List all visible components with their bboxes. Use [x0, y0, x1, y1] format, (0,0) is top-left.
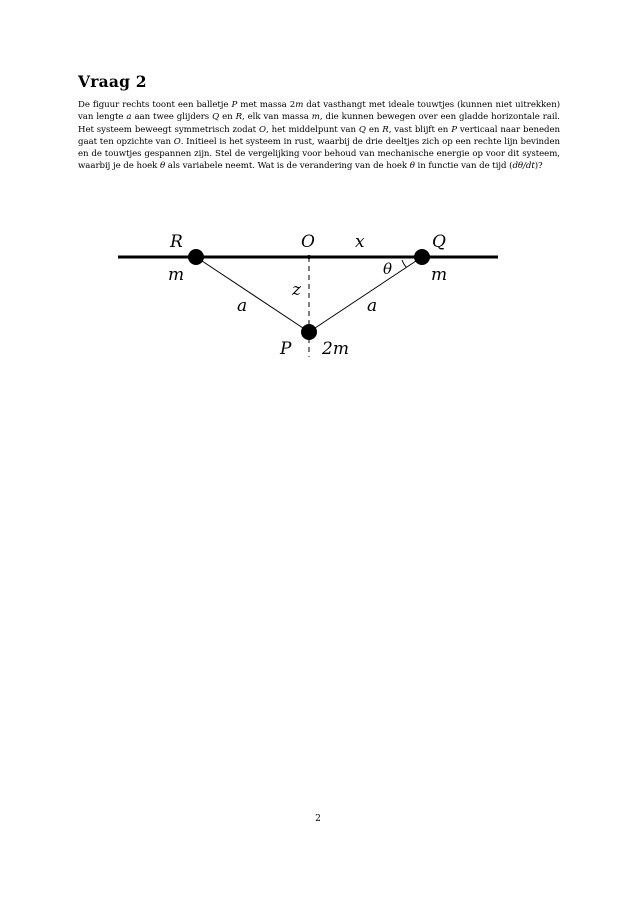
theta-angle-arc — [402, 260, 406, 267]
text-run: , die kunnen bewegen over een gladde horizontale rail. Het systeem beweegt symmetrisch zodat — [78, 112, 560, 135]
glider-Q — [414, 249, 430, 265]
text-run: aan twee glijders — [131, 112, 213, 123]
math-symbol: dθ/dt — [512, 161, 535, 172]
text-run: , het middelpunt van — [266, 124, 359, 135]
text-run: De figuur rechts toont een balletje — [78, 100, 232, 110]
physics-figure — [110, 225, 510, 365]
math-symbol: m — [311, 112, 320, 123]
text-run: dat vasthangt met ideale touwtjes (kunnen niet uitrekken) van lengte — [78, 100, 561, 123]
label-mass-2m: 2m — [322, 339, 349, 359]
text-run: , elk van massa — [242, 112, 312, 123]
label-P: P — [280, 339, 292, 359]
math-symbol: P — [231, 100, 238, 110]
question-heading: Vraag 2 — [78, 72, 147, 91]
text-run: en — [365, 124, 383, 135]
math-symbol: θ — [409, 161, 415, 172]
math-symbol: Q — [212, 112, 220, 123]
math-symbol: O — [173, 136, 181, 147]
math-symbol: a — [126, 112, 132, 123]
text-run: met massa 2 — [237, 100, 296, 110]
math-symbol: Q — [358, 124, 366, 135]
label-a-left: a — [237, 296, 248, 316]
text-run: in functie van de tijd ( — [414, 161, 513, 172]
glider-R — [188, 249, 204, 265]
label-theta: θ — [383, 260, 393, 278]
math-symbol: m — [295, 100, 304, 110]
math-symbol: P — [451, 124, 457, 135]
question-text — [78, 99, 560, 173]
label-z: z — [292, 280, 301, 300]
text-run: )? — [534, 161, 543, 172]
math-symbol: θ — [159, 161, 166, 172]
math-symbol: O — [259, 124, 266, 135]
label-m-right: m — [431, 265, 448, 285]
label-a-right: a — [367, 296, 378, 316]
label-x: x — [355, 232, 365, 252]
text-run: verticaal naar beneden gaat ten opzichte van — [78, 124, 560, 147]
label-m-left: m — [168, 265, 185, 285]
math-symbol: R — [382, 124, 389, 135]
center-point-O — [307, 255, 311, 259]
page-number: 2 — [315, 814, 321, 824]
string-right — [309, 257, 422, 332]
label-O: O — [301, 232, 315, 252]
ball-P — [301, 324, 317, 340]
text-run: en — [219, 112, 236, 123]
label-Q: Q — [432, 232, 446, 252]
text-run: . Initieel is het systeem in rust, waarbij de drie deeltjes zich op een rechte lijn bevinden en de touwtjes gespannen zijn. Stel de vergelijking voor behoud van mechanische energie op voor dit systeem, waarbij je de hoek — [78, 136, 560, 172]
label-R: R — [170, 232, 183, 252]
math-symbol: R — [235, 112, 242, 123]
text-run: , vast blijft en — [388, 124, 452, 135]
text-run: als variabele neemt. Wat is de verandering van de hoek — [165, 161, 410, 172]
